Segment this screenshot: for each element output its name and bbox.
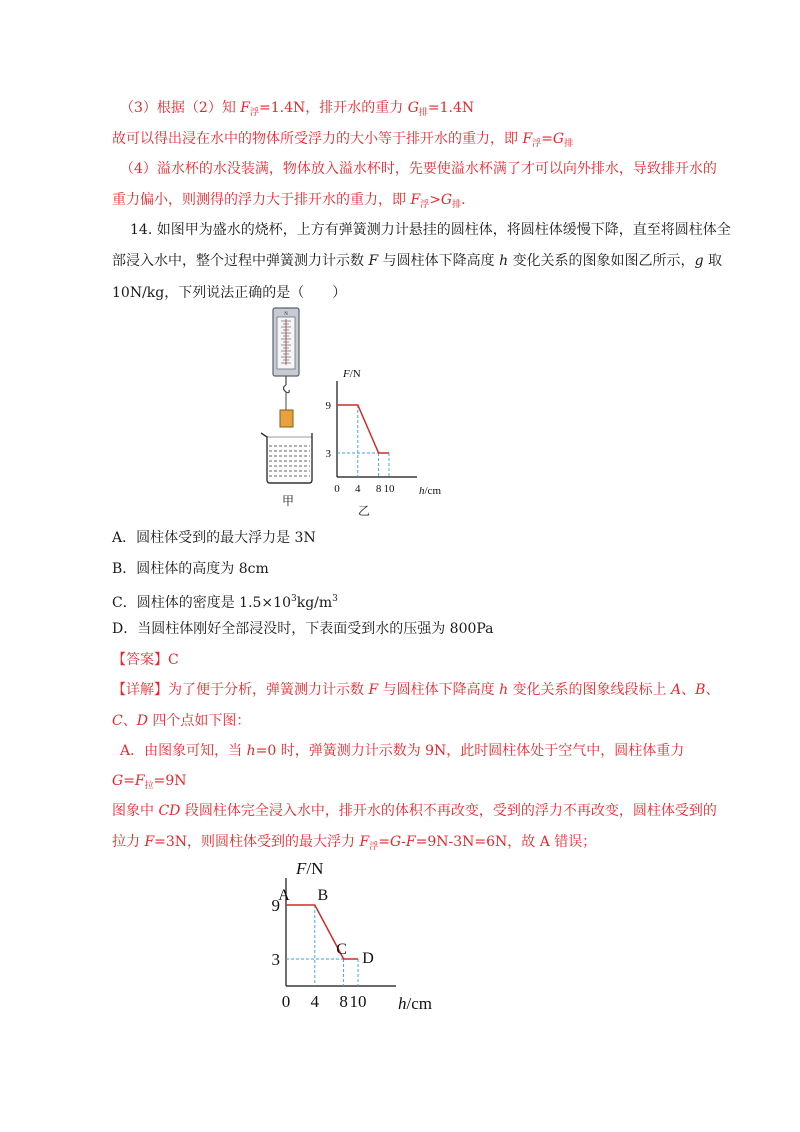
option-a: A．圆柱体受到的最大浮力是 3N [112, 530, 316, 546]
figure-graph-small [318, 365, 458, 520]
point-label-d: D [362, 950, 374, 967]
y-tick-label: 3 [271, 949, 280, 969]
question14-line3: 10N/kg，下列说法正确的是（ ） [112, 285, 347, 301]
figure-graph-large [250, 850, 460, 1015]
detail-pa-line2: $G=F_拉=9N$ [112, 773, 187, 791]
detail-line2: C、D 四个点如下图： [112, 713, 251, 729]
point-label-b: B [317, 887, 329, 904]
detail-line1: 【详解】为了便于分析，弹簧测力计示数 F 与圆柱体下降高度 h 变化关系的图象线段标上 A、B、 [112, 682, 720, 698]
answer-line [112, 650, 179, 670]
x-tick-label: 10 [383, 483, 395, 495]
x-tick-label: 4 [355, 483, 361, 495]
answer-part3-conclusion: 故可以得出浸在水中的物体所受浮力的大小等于排开水的重力，即 $F_浮=G_排$ [112, 131, 574, 149]
figure-label-jia: 甲 [281, 494, 295, 508]
y-tick-label: 9 [325, 399, 331, 412]
detail-pa-line1: A．由图象可知，当 h=0 时，弹簧测力计示数为 9N，此时圆柱体处于空气中，圆柱体重力 [120, 743, 685, 759]
x-tick-label: 8 [339, 992, 348, 1011]
beaker-water [269, 446, 310, 476]
beaker [261, 433, 312, 483]
answer-part4-line2: 重力偏小，则测得的浮力大于排开水的重力，即 $F_浮>G_排$. [112, 192, 466, 210]
series-line [337, 405, 389, 453]
y-axis-label: F/N [343, 368, 361, 380]
option-c: C．圆柱体的密度是 $1.5\times 10^3kg/m^3$ [112, 594, 338, 611]
question14-line2: 部浸入水中，整个过程中弹簧测力计示数 F 与圆柱体下降高度 h 变化关系的图象如图乙所示，g 取 [112, 253, 722, 269]
cylinder-block [280, 410, 293, 427]
x-axis-label: h/cm [419, 485, 441, 497]
figure-spring-scale-beaker [255, 305, 325, 515]
x-tick-label: 0 [281, 992, 291, 1011]
answer-part4-line1: （4）溢水杯的水没装满，物体放入溢水杯时，先要使溢水杯满了才可以向外排水，导致排开水的 [120, 161, 717, 177]
detail-cd-line2: 拉力 F=3N，则圆柱体受到的最大浮力 $F_浮=G-F=9N-3N=6N$，故 A 错误； [112, 834, 597, 852]
point-label-a: A [278, 887, 290, 904]
answer-label: 【答案】 [112, 652, 168, 668]
x-tick-label: 0 [334, 483, 340, 495]
y-axis-label: F/N [296, 859, 324, 878]
y-tick-label: 3 [325, 447, 331, 460]
detail-cd-line1: 图象中 CD 段圆柱体完全浸入水中，排开水的体积不再改变，受到的浮力不再改变，圆柱体受到的 [112, 803, 717, 819]
spring-scale-label: N [284, 312, 288, 317]
question14-line1: 14. 如图甲为盛水的烧杯，上方有弹簧测力计悬挂的圆柱体，将圆柱体缓慢下降，直至将圆柱体全 [130, 222, 731, 238]
series-line [286, 905, 358, 959]
y-tick-label: 9 [271, 895, 280, 915]
x-axis-label: h/cm [398, 994, 432, 1013]
x-tick-label: 10 [349, 992, 367, 1011]
option-b: B．圆柱体的高度为 8cm [112, 561, 269, 577]
answer-part3: （3）根据（2）知 $F_浮=1.4N$，排开水的重力 $G_排=1.4N$ [120, 100, 475, 118]
point-label-c: C [336, 941, 347, 958]
figure-label-yi: 乙 [357, 504, 371, 518]
x-tick-label: 4 [310, 992, 320, 1011]
option-d: D．当圆柱体刚好全部浸没时，下表面受到水的压强为 800Pa [112, 621, 494, 637]
x-tick-label: 8 [375, 483, 382, 495]
answer-value: C [168, 652, 179, 668]
